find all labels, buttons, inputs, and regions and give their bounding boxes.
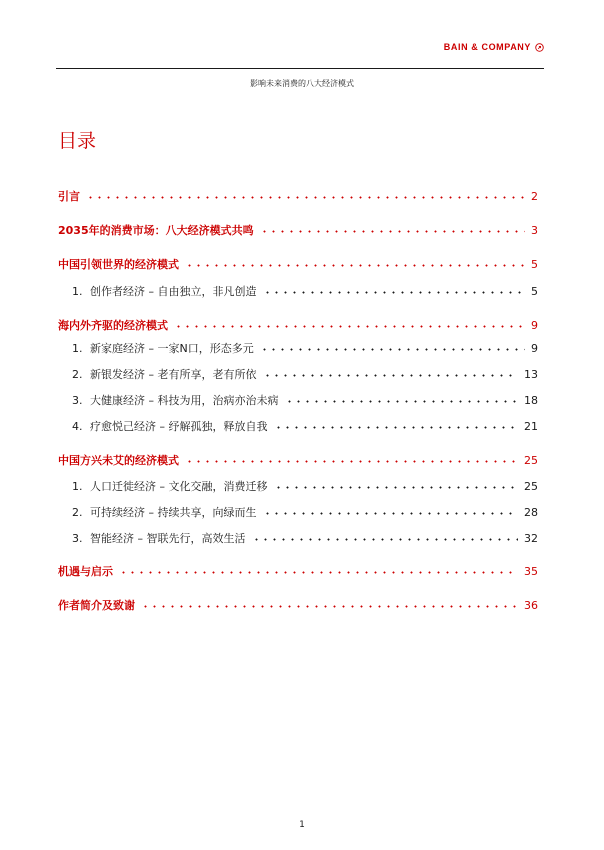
toc-dot-leader: [274, 426, 519, 429]
toc-section-entry[interactable]: [58, 222, 538, 238]
toc-entry-page: 25: [524, 453, 538, 467]
header-rule: [56, 68, 544, 69]
toc-dot-leader: [263, 512, 519, 515]
toc-section-entry[interactable]: [58, 452, 538, 468]
toc-entry-label: 作者简介及致谢: [58, 599, 135, 612]
toc-entry-page: 5: [531, 284, 538, 298]
toc-subsection-entry[interactable]: [72, 366, 538, 382]
toc-entry-label: 引言: [58, 190, 80, 203]
bain-logo: [444, 42, 544, 52]
page-number: 1: [299, 820, 305, 830]
toc-entry-page: 9: [531, 318, 538, 332]
toc-section-entry[interactable]: [58, 188, 538, 204]
toc-dot-leader: [274, 486, 519, 489]
toc-dot-leader: [119, 571, 518, 574]
toc-entry-page: 36: [524, 598, 538, 612]
toc-section-entry[interactable]: [58, 563, 538, 579]
toc-dot-leader: [285, 400, 519, 403]
toc-entry-label: 中国引领世界的经济模式: [58, 258, 179, 271]
toc-dot-leader: [252, 538, 519, 541]
toc-entry-page: 21: [524, 419, 538, 433]
toc-entry-number: 1.: [72, 341, 83, 355]
toc-entry-page: 32: [524, 531, 538, 545]
toc-dot-leader: [141, 605, 518, 608]
toc-entry-label: 疗愈悦己经济 – 纾解孤独，释放自我: [90, 420, 268, 433]
toc-entry-page: 25: [524, 479, 538, 493]
toc-entry-number: 3.: [72, 393, 83, 407]
toc-subsection-entry[interactable]: [72, 392, 538, 408]
toc-entry-number: 2.: [72, 505, 83, 519]
toc-entry-number: 1.: [72, 479, 83, 493]
toc-section-entry[interactable]: [58, 256, 538, 272]
toc-dot-leader: [86, 196, 525, 199]
toc-entry-page: 9: [531, 341, 538, 355]
circled-arrow-icon: [535, 43, 544, 52]
toc-entry-label: 中国方兴未艾的经济模式: [58, 454, 179, 467]
toc-entry-page: 28: [524, 505, 538, 519]
toc-entry-label: 创作者经济 – 自由独立，非凡创造: [90, 285, 257, 298]
toc-dot-leader: [174, 325, 525, 328]
toc-entry-label: 新家庭经济 – 一家N口，形态多元: [90, 342, 254, 355]
toc-subsection-entry[interactable]: [72, 478, 538, 494]
document-title: 影响未来消费的八大经济模式: [250, 79, 354, 88]
toc-dot-leader: [260, 348, 525, 351]
toc-entry-label: 2035年的消费市场：八大经济模式共鸣: [58, 224, 254, 237]
toc-entry-label: 可持续经济 – 持续共享，向绿而生: [90, 506, 257, 519]
toc-entry-page: 13: [524, 367, 538, 381]
toc-subsection-entry[interactable]: [72, 283, 538, 299]
toc-dot-leader: [185, 460, 518, 463]
toc-entry-label: 机遇与启示: [58, 565, 113, 578]
toc-dot-leader: [263, 374, 519, 377]
toc-entry-page: 35: [524, 564, 538, 578]
toc-subsection-entry[interactable]: [72, 340, 538, 356]
toc-entry-page: 3: [531, 223, 538, 237]
toc-entry-number: 3.: [72, 531, 83, 545]
toc-subsection-entry[interactable]: [72, 504, 538, 520]
toc-entry-number: 1.: [72, 284, 83, 298]
toc-subsection-entry[interactable]: [72, 530, 538, 546]
toc-section-entry[interactable]: [58, 597, 538, 613]
toc-entry-number: 2.: [72, 367, 83, 381]
toc-entry-label: 人口迁徙经济 – 文化交融，消费迁移: [90, 480, 268, 493]
toc-entry-label: 大健康经济 – 科技为用，治病亦治未病: [90, 394, 279, 407]
toc-dot-leader: [185, 264, 525, 267]
toc-entry-label: 海内外齐驱的经济模式: [58, 319, 168, 332]
toc-section-entry[interactable]: [58, 317, 538, 333]
toc-entry-label: 新银发经济 – 老有所享，老有所依: [90, 368, 257, 381]
toc-entry-page: 5: [531, 257, 538, 271]
toc-entry-label: 智能经济 – 智联先行，高效生活: [90, 532, 246, 545]
toc-entry-number: 4.: [72, 419, 83, 433]
toc-dot-leader: [260, 230, 525, 233]
logo-text: BAIN & COMPANY: [443, 42, 531, 52]
toc-entry-page: 2: [531, 189, 538, 203]
toc-subsection-entry[interactable]: [72, 418, 538, 434]
toc-entry-page: 18: [524, 393, 538, 407]
toc-heading: 目录: [58, 130, 97, 152]
toc-dot-leader: [263, 291, 526, 294]
